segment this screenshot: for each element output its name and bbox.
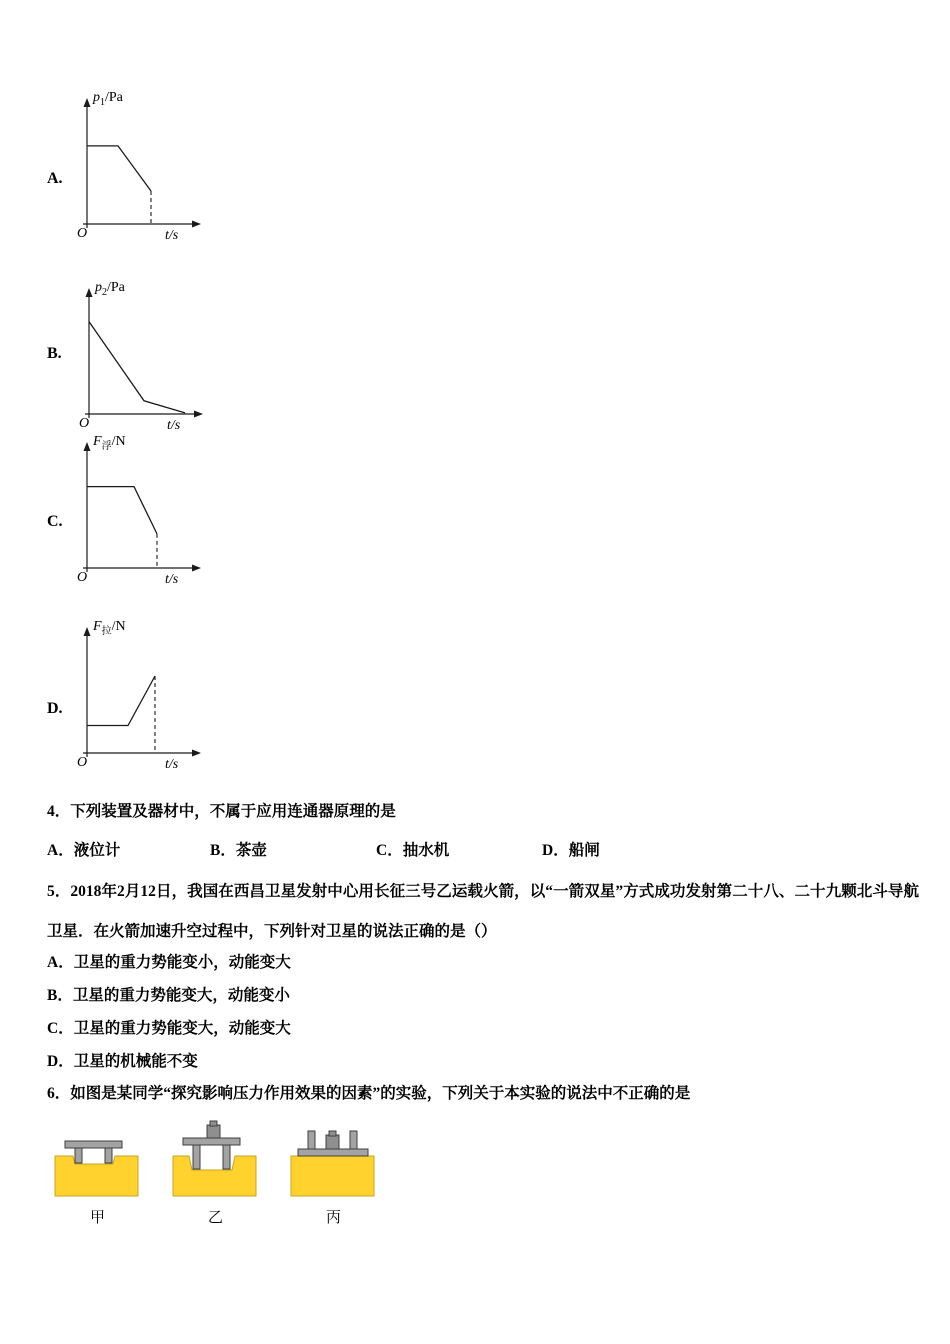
experiment-sketch-yi xyxy=(168,1112,263,1204)
question-4-option-a xyxy=(47,838,210,860)
y-symbol: F xyxy=(93,619,102,634)
question-4-option-b xyxy=(210,838,376,860)
graph-b-y-axis-label xyxy=(95,280,125,298)
weight-knob xyxy=(329,1131,336,1136)
graph-option-letter-d: D. xyxy=(47,700,63,717)
question-5-option-d: D．卫星的机械能不变 xyxy=(47,1053,198,1070)
y-subscript: 拉 xyxy=(101,625,112,637)
y-subscript: 1 xyxy=(100,96,105,108)
question-5-option-a: A．卫星的重力势能变小，动能变大 xyxy=(47,954,291,971)
option-text: 茶壶 xyxy=(235,842,267,859)
y-symbol: p xyxy=(93,90,100,105)
graph-option-letter-c: C. xyxy=(47,513,63,530)
sponge xyxy=(291,1156,374,1196)
graph-a-plot xyxy=(75,96,210,248)
graph-b-plot xyxy=(77,286,212,438)
y-subscript: 2 xyxy=(102,286,107,298)
option-key: D． xyxy=(542,842,569,859)
table-leg xyxy=(308,1131,315,1149)
graph-a-y-axis-label xyxy=(93,90,123,108)
table-leg xyxy=(193,1145,200,1169)
graph-b-x-axis-label: t/s xyxy=(167,418,181,433)
table-top xyxy=(65,1141,122,1148)
sponge xyxy=(55,1156,138,1196)
table-top xyxy=(183,1138,240,1145)
weight xyxy=(207,1125,220,1138)
option-text: 抽水机 xyxy=(402,842,450,859)
question-5-option-b: B．卫星的重力势能变大，动能变小 xyxy=(47,987,290,1004)
graph-c-x-axis-label: t/s xyxy=(165,572,179,587)
figure-label-jia: 甲 xyxy=(89,1209,105,1226)
figure-setup-bing xyxy=(286,1112,381,1227)
graph-d-plot xyxy=(75,625,210,777)
graph-option-letter-a: A. xyxy=(47,170,63,187)
y-unit: /N xyxy=(111,619,126,634)
graph-b-origin-label: O xyxy=(79,416,90,431)
graph-a xyxy=(75,90,210,248)
graph-c-plot xyxy=(75,440,210,592)
figure-label-bing: 丙 xyxy=(325,1209,341,1226)
experiment-sketch-bing xyxy=(286,1112,381,1204)
graph-d xyxy=(75,619,210,777)
weight xyxy=(326,1135,339,1149)
y-symbol: F xyxy=(93,434,102,449)
question-4-options xyxy=(47,838,600,860)
option-key: C． xyxy=(376,842,403,859)
question-5-stem: 5．2018年2月12日，我国在西昌卫星发射中心用长征三号乙运载火箭，以“一箭双星”方式成功发射第二十八、二十九颗北斗导航卫星．在火箭加速升空过程中，下列针对卫星的说法正确的是（） xyxy=(47,883,919,940)
y-unit: /Pa xyxy=(105,90,123,105)
table-leg xyxy=(105,1148,112,1163)
graph-a-origin-label: O xyxy=(77,226,88,241)
y-symbol: p xyxy=(95,280,102,295)
y-unit: /Pa xyxy=(107,280,125,295)
option-key: A． xyxy=(47,842,74,859)
option-text: 液位计 xyxy=(73,842,121,859)
graph-d-y-axis-label xyxy=(93,619,126,637)
figure-setup-jia xyxy=(50,1112,145,1227)
experiment-sketch-jia xyxy=(50,1112,145,1204)
question-4-stem: 4．下列装置及器材中，不属于应用连通器原理的是 xyxy=(47,803,396,820)
graph-c-y-axis-label xyxy=(93,434,126,452)
graph-c xyxy=(75,434,210,592)
figure-label-yi: 乙 xyxy=(207,1209,223,1226)
question-5-options xyxy=(47,946,291,1078)
figure-setup-yi xyxy=(168,1112,263,1227)
table-leg xyxy=(75,1148,82,1163)
graph-option-letter-b: B. xyxy=(47,345,62,362)
graph-c-origin-label: O xyxy=(77,570,88,585)
y-subscript: 浮 xyxy=(101,440,112,452)
option-text: 船闸 xyxy=(568,842,600,859)
table-leg xyxy=(223,1145,230,1169)
option-key: B． xyxy=(210,842,236,859)
pressure-experiment-figure xyxy=(50,1112,381,1227)
graph-d-x-axis-label: t/s xyxy=(165,757,179,772)
question-4-option-d xyxy=(542,838,600,860)
question-6-stem: 6．如图是某同学“探究影响压力作用效果的因素”的实验，下列关于本实验的说法中不正确的是 xyxy=(47,1085,691,1102)
sponge xyxy=(173,1156,256,1196)
y-unit: /N xyxy=(111,434,126,449)
graph-b xyxy=(77,280,212,438)
question-5-option-c: C．卫星的重力势能变大，动能变大 xyxy=(47,1020,291,1037)
graph-d-origin-label: O xyxy=(77,755,88,770)
weight-knob xyxy=(210,1121,217,1126)
table-top-inverted xyxy=(298,1149,368,1156)
question-4-option-c xyxy=(376,838,542,860)
graph-a-x-axis-label: t/s xyxy=(165,228,179,243)
table-leg xyxy=(350,1131,357,1149)
